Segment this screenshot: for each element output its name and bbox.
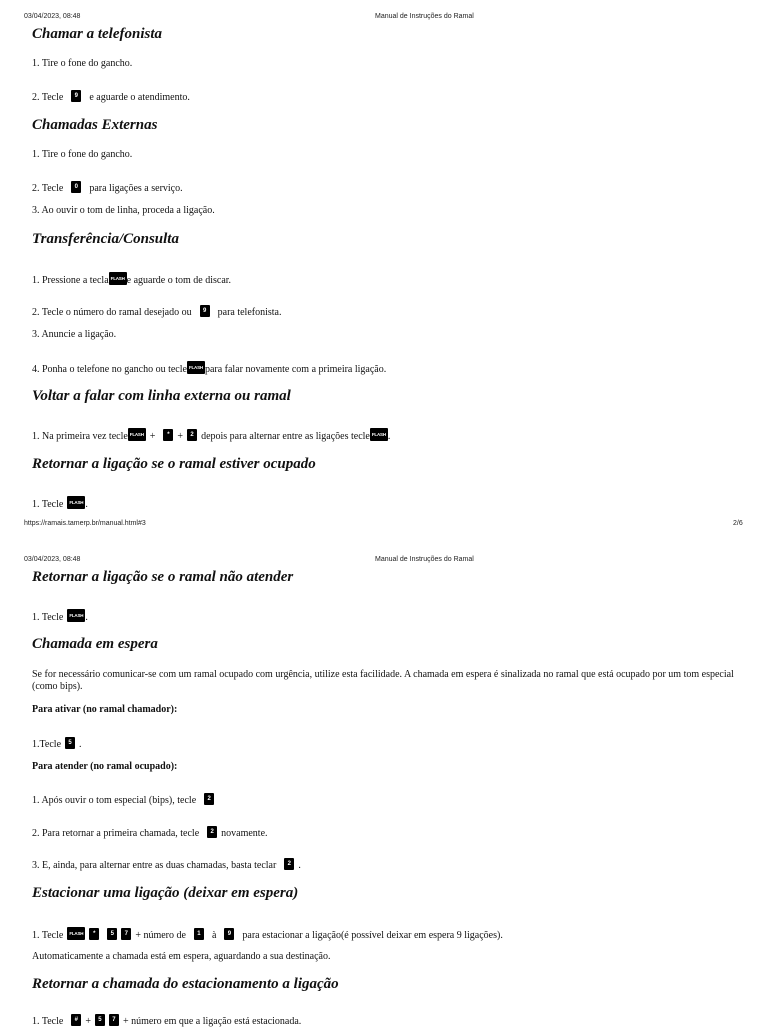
- phone-key-icon: 9: [71, 90, 81, 102]
- instruction-line: 3. Ao ouvir o tom de linha, proceda a ligação.: [32, 205, 215, 216]
- header-title: Manual de Instruções do Ramal: [375, 13, 474, 20]
- page-number: 2/6: [733, 520, 743, 527]
- instruction-text: 2. Tecle: [32, 92, 64, 103]
- section-title: Retornar a ligação se o ramal não atender: [32, 569, 294, 585]
- instruction-line: [32, 272, 231, 287]
- period: .: [79, 739, 82, 750]
- instruction-line: [32, 737, 82, 751]
- phone-key-icon: 2: [207, 826, 217, 838]
- subheading: Para atender (no ramal ocupado):: [32, 761, 178, 772]
- flash-key-icon: FLASH: [67, 927, 85, 940]
- instruction-line: [32, 609, 88, 624]
- phone-key-icon: 5: [107, 928, 117, 940]
- instruction-line: 3. Anuncie a ligação.: [32, 329, 117, 340]
- subheading: Para ativar (no ramal chamador):: [32, 704, 178, 715]
- plus-sign: +: [85, 1016, 91, 1027]
- instruction-text: 1. Na primeira vez tecle: [32, 431, 128, 442]
- instruction-line: 1. Tire o fone do gancho.: [32, 149, 133, 160]
- phone-key-icon: 7: [121, 928, 131, 940]
- section-title: Chamada em espera: [32, 636, 158, 652]
- instruction-text: 3. E, ainda, para alternar entre as duas chamadas, basta teclar: [32, 860, 277, 871]
- instruction-line: [32, 305, 281, 319]
- instruction-text: 2. Para retornar a primeira chamada, tecle: [32, 828, 200, 839]
- instruction-text: 1. Tecle: [32, 612, 64, 623]
- phone-key-icon: *: [89, 928, 99, 940]
- phone-key-icon: 1: [194, 928, 204, 940]
- header-date: 03/04/2023, 08:48: [24, 13, 81, 20]
- instruction-text: depois para alternar entre as ligações tecle: [201, 431, 370, 442]
- instruction-text: 1. Tecle: [32, 1016, 64, 1027]
- phone-key-icon: 9: [224, 928, 234, 940]
- instruction-text: 2. Tecle: [32, 183, 64, 194]
- instruction-text: 1. Após ouvir o tom especial (bips), tecle: [32, 795, 197, 806]
- flash-key-icon: FLASH: [128, 428, 146, 441]
- instruction-text: 1. Tecle: [32, 930, 64, 941]
- instruction-text: + número em que a ligação está estacionada.: [122, 1016, 302, 1027]
- phone-key-icon: 2: [187, 429, 197, 441]
- section-title: Estacionar uma ligação (deixar em espera): [32, 885, 299, 901]
- plus-sign: +: [149, 431, 156, 442]
- phone-key-icon: 7: [109, 1014, 119, 1026]
- instruction-line: [32, 793, 214, 807]
- instruction-text: 1. Pressione a tecla: [32, 275, 109, 286]
- section-title: Retornar a ligação se o ramal estiver ocupado: [32, 456, 316, 472]
- instruction-text: 2. Tecle o número do ramal desejado ou: [32, 307, 192, 318]
- instruction-text: + número de: [135, 930, 186, 941]
- section-title: Transferência/Consulta: [32, 231, 179, 247]
- instruction-line: [32, 361, 386, 376]
- plus-sign: +: [177, 431, 184, 442]
- instruction-text: 1. Tecle: [32, 499, 64, 510]
- phone-key-icon: #: [71, 1014, 81, 1026]
- instruction-line: [32, 927, 503, 942]
- phone-key-icon: 2: [284, 858, 294, 870]
- period: .: [85, 499, 88, 510]
- header-date: 03/04/2023, 08:48: [24, 556, 81, 563]
- phone-key-icon: 0: [71, 181, 81, 193]
- flash-key-icon: FLASH: [109, 272, 127, 285]
- instruction-text: à: [211, 930, 217, 941]
- instruction-text: para ligações a serviço.: [89, 183, 183, 194]
- header-title: Manual de Instruções do Ramal: [375, 556, 474, 563]
- flash-key-icon: FLASH: [370, 428, 388, 441]
- instruction-line: [32, 858, 301, 872]
- instruction-text: e aguarde o atendimento.: [89, 92, 190, 103]
- instruction-text: 4. Ponha o telefone no gancho ou tecle: [32, 364, 187, 375]
- instruction-text: 1.Tecle: [32, 739, 62, 750]
- flash-key-icon: FLASH: [187, 361, 205, 374]
- section-title: Chamar a telefonista: [32, 26, 163, 42]
- instruction-text: e aguarde o tom de discar.: [126, 275, 232, 286]
- phone-key-icon: 5: [65, 737, 75, 749]
- instruction-line: 1. Tire o fone do gancho.: [32, 58, 133, 69]
- instruction-line: [32, 496, 88, 511]
- section-title: Retornar a chamada do estacionamento a ligação: [32, 976, 339, 992]
- flash-key-icon: FLASH: [67, 496, 85, 509]
- instruction-line: [32, 826, 268, 840]
- phone-key-icon: 9: [200, 305, 210, 317]
- instruction-text: para telefonista.: [217, 307, 282, 318]
- instruction-line: [32, 428, 390, 443]
- phone-key-icon: 5: [95, 1014, 105, 1026]
- instruction-line: [32, 181, 183, 195]
- section-title: Voltar a falar com linha externa ou ramal: [32, 388, 291, 404]
- period: .: [298, 860, 301, 871]
- instruction-text: para falar novamente com a primeira ligação.: [204, 364, 387, 375]
- instruction-text: para estacionar a ligação(é possível deixar em espera 9 ligações).: [242, 930, 503, 941]
- instruction-line: [32, 1014, 301, 1028]
- phone-key-icon: 2: [204, 793, 214, 805]
- instruction-text: novamente.: [221, 828, 268, 839]
- paragraph: Se for necessário comunicar-se com um ramal ocupado com urgência, utilize esta facilidade. A chamada em espera é sinalizada no ramal que está ocupado por um tom especial (como bips).: [32, 669, 734, 692]
- phone-key-icon: *: [163, 429, 173, 441]
- period: .: [85, 612, 88, 623]
- section-title: Chamadas Externas: [32, 117, 158, 133]
- period: .: [387, 431, 391, 442]
- instruction-line: [32, 90, 190, 104]
- footer-url: https://ramais.tamerp.br/manual.html#3: [24, 520, 146, 527]
- flash-key-icon: FLASH: [67, 609, 85, 622]
- instruction-line: Automaticamente a chamada está em espera, aguardando a sua destinação.: [32, 951, 331, 962]
